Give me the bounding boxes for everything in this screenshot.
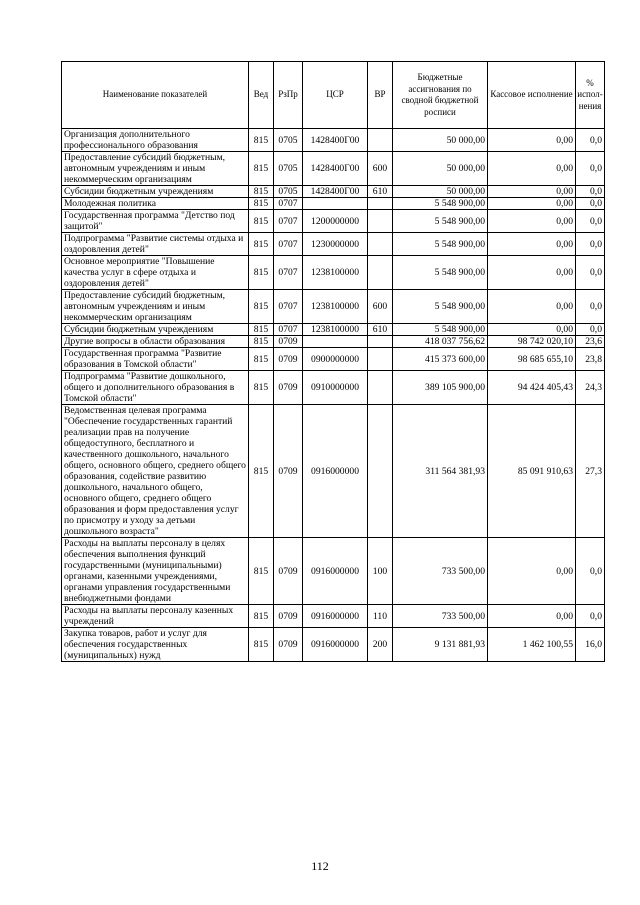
row-name: Государственная программа "Развитие образования в Томской области" (62, 348, 249, 371)
row-cash-execution: 0,00 (488, 186, 576, 198)
row-name: Другие вопросы в области образования (62, 336, 249, 348)
row-cash-execution: 94 424 405,43 (488, 371, 576, 405)
row-vr (368, 198, 393, 210)
row-assignments: 5 548 900,00 (393, 233, 488, 256)
row-execution-percent: 27,3 (576, 405, 605, 538)
row-name: Предоставление субсидий бюджетным, автономным учреждениям и иным некоммерческим организациям (62, 290, 249, 324)
row-assignments: 418 037 756,62 (393, 336, 488, 348)
table-row (62, 538, 605, 605)
table-row (62, 152, 605, 186)
table-row (62, 256, 605, 290)
row-assignments: 5 548 900,00 (393, 256, 488, 290)
row-vr: 110 (368, 605, 393, 628)
row-rzpr: 0709 (274, 371, 303, 405)
row-vr (368, 405, 393, 538)
table-row (62, 233, 605, 256)
row-ved: 815 (249, 152, 274, 186)
row-vr: 600 (368, 152, 393, 186)
row-execution-percent: 0,0 (576, 198, 605, 210)
row-vr: 610 (368, 186, 393, 198)
row-rzpr: 0709 (274, 538, 303, 605)
row-cash-execution: 0,00 (488, 256, 576, 290)
row-csr: 1238100000 (303, 324, 368, 336)
row-execution-percent: 0,0 (576, 605, 605, 628)
row-vr: 100 (368, 538, 393, 605)
row-ved: 815 (249, 129, 274, 152)
row-name: Государственная программа "Детство под защитой" (62, 210, 249, 233)
row-vr (368, 348, 393, 371)
page-number: 112 (311, 859, 329, 873)
table-row (62, 628, 605, 662)
row-rzpr: 0707 (274, 233, 303, 256)
row-assignments: 50 000,00 (393, 129, 488, 152)
header-ved: Вед (249, 62, 274, 129)
row-name: Ведомственная целевая программа "Обеспечение государственных гарантий реализации прав на получение общедоступного, бесплатного и качественного дошкольного, начального общего, основного общего, среднего общего образования, содействие развитию дошкольного, начального общего, основного общего, среднего общего образования и форм предоставления услуг по присмотру и уходу за детьми дошкольного возраста" (62, 405, 249, 538)
row-assignments: 733 500,00 (393, 605, 488, 628)
row-name: Предоставление субсидий бюджетным, автономным учреждениям и иным некоммерческим организациям (62, 152, 249, 186)
row-assignments: 5 548 900,00 (393, 210, 488, 233)
row-ved: 815 (249, 371, 274, 405)
row-rzpr: 0709 (274, 628, 303, 662)
row-execution-percent: 0,0 (576, 290, 605, 324)
table-row (62, 371, 605, 405)
row-cash-execution: 85 091 910,63 (488, 405, 576, 538)
row-execution-percent: 0,0 (576, 210, 605, 233)
row-name: Молодежная политика (62, 198, 249, 210)
row-rzpr: 0709 (274, 348, 303, 371)
row-execution-percent: 0,0 (576, 152, 605, 186)
header-execution-percent: % испол-нения (576, 62, 605, 129)
table-row (62, 324, 605, 336)
row-rzpr: 0707 (274, 210, 303, 233)
row-ved: 815 (249, 186, 274, 198)
row-vr: 610 (368, 324, 393, 336)
row-csr: 1230000000 (303, 233, 368, 256)
row-csr: 0916000000 (303, 538, 368, 605)
row-ved: 815 (249, 210, 274, 233)
row-name: Подпрограмма "Развитие дошкольного, общего и дополнительного образования в Томской области" (62, 371, 249, 405)
row-vr: 200 (368, 628, 393, 662)
row-assignments: 5 548 900,00 (393, 198, 488, 210)
row-csr: 1238100000 (303, 256, 368, 290)
header-name: Наименование показателей (62, 62, 249, 129)
row-ved: 815 (249, 336, 274, 348)
row-ved: 815 (249, 256, 274, 290)
header-assignments: Бюджетные ассигнования по сводной бюджетной росписи (393, 62, 488, 129)
table-row (62, 129, 605, 152)
row-cash-execution: 0,00 (488, 605, 576, 628)
row-ved: 815 (249, 290, 274, 324)
row-ved: 815 (249, 233, 274, 256)
row-vr (368, 233, 393, 256)
row-cash-execution: 0,00 (488, 210, 576, 233)
table-header-row (62, 62, 605, 129)
row-assignments: 733 500,00 (393, 538, 488, 605)
row-rzpr: 0707 (274, 324, 303, 336)
row-name: Организация дополнительного профессионального образования (62, 129, 249, 152)
row-execution-percent: 0,0 (576, 256, 605, 290)
row-execution-percent: 0,0 (576, 186, 605, 198)
row-ved: 815 (249, 324, 274, 336)
row-rzpr: 0707 (274, 198, 303, 210)
row-execution-percent: 16,0 (576, 628, 605, 662)
row-rzpr: 0705 (274, 152, 303, 186)
row-cash-execution: 0,00 (488, 324, 576, 336)
row-execution-percent: 0,0 (576, 233, 605, 256)
row-name: Субсидии бюджетным учреждениям (62, 324, 249, 336)
row-rzpr: 0709 (274, 405, 303, 538)
row-ved: 815 (249, 405, 274, 538)
table-row (62, 336, 605, 348)
table-row (62, 198, 605, 210)
row-assignments: 50 000,00 (393, 186, 488, 198)
row-name: Основное мероприятие "Повышение качества услуг в сфере отдыха и оздоровления детей" (62, 256, 249, 290)
row-cash-execution: 0,00 (488, 129, 576, 152)
table-row (62, 210, 605, 233)
row-assignments: 5 548 900,00 (393, 290, 488, 324)
row-assignments: 415 373 600,00 (393, 348, 488, 371)
budget-sheet (61, 61, 604, 662)
row-cash-execution: 1 462 100,55 (488, 628, 576, 662)
row-rzpr: 0705 (274, 186, 303, 198)
row-name: Подпрограмма "Развитие системы отдыха и оздоровления детей" (62, 233, 249, 256)
row-csr: 1428400Г00 (303, 186, 368, 198)
table-row (62, 348, 605, 371)
row-csr: 1428400Г00 (303, 152, 368, 186)
row-cash-execution: 0,00 (488, 290, 576, 324)
row-execution-percent: 23,8 (576, 348, 605, 371)
row-assignments: 5 548 900,00 (393, 324, 488, 336)
table-row (62, 605, 605, 628)
row-rzpr: 0709 (274, 336, 303, 348)
row-csr: 0900000000 (303, 348, 368, 371)
row-execution-percent: 23,6 (576, 336, 605, 348)
header-csr: ЦСР (303, 62, 368, 129)
header-cash-execution: Кассовое исполнение (488, 62, 576, 129)
row-vr: 600 (368, 290, 393, 324)
row-csr: 0916000000 (303, 605, 368, 628)
row-name: Расходы на выплаты персоналу казенных учреждений (62, 605, 249, 628)
row-cash-execution: 0,00 (488, 233, 576, 256)
row-vr (368, 336, 393, 348)
row-assignments: 389 105 900,00 (393, 371, 488, 405)
row-vr (368, 129, 393, 152)
table-row (62, 405, 605, 538)
row-csr (303, 198, 368, 210)
row-assignments: 50 000,00 (393, 152, 488, 186)
row-rzpr: 0707 (274, 256, 303, 290)
row-name: Расходы на выплаты персоналу в целях обеспечения выполнения функций государственными (муниципальными) органами, казенными учреждениями, органами управления государственными внебюджетными фондами (62, 538, 249, 605)
row-rzpr: 0709 (274, 605, 303, 628)
row-cash-execution: 0,00 (488, 538, 576, 605)
row-csr: 0916000000 (303, 628, 368, 662)
row-name: Закупка товаров, работ и услуг для обеспечения государственных (муниципальных) нужд (62, 628, 249, 662)
row-csr: 1428400Г00 (303, 129, 368, 152)
row-ved: 815 (249, 538, 274, 605)
table-row (62, 290, 605, 324)
row-csr: 0910000000 (303, 371, 368, 405)
row-csr: 0916000000 (303, 405, 368, 538)
row-execution-percent: 0,0 (576, 129, 605, 152)
row-ved: 815 (249, 348, 274, 371)
row-ved: 815 (249, 605, 274, 628)
budget-table (61, 61, 605, 662)
row-vr (368, 210, 393, 233)
row-vr (368, 371, 393, 405)
row-name: Субсидии бюджетным учреждениям (62, 186, 249, 198)
row-cash-execution: 98 742 020,10 (488, 336, 576, 348)
header-vr: ВР (368, 62, 393, 129)
row-csr: 1238100000 (303, 290, 368, 324)
row-rzpr: 0705 (274, 129, 303, 152)
row-vr (368, 256, 393, 290)
row-assignments: 311 564 381,93 (393, 405, 488, 538)
row-cash-execution: 98 685 655,10 (488, 348, 576, 371)
row-cash-execution: 0,00 (488, 152, 576, 186)
row-ved: 815 (249, 198, 274, 210)
row-execution-percent: 24,3 (576, 371, 605, 405)
row-ved: 815 (249, 628, 274, 662)
row-assignments: 9 131 881,93 (393, 628, 488, 662)
row-execution-percent: 0,0 (576, 538, 605, 605)
row-csr (303, 336, 368, 348)
header-rzpr: РзПр (274, 62, 303, 129)
row-cash-execution: 0,00 (488, 198, 576, 210)
row-execution-percent: 0,0 (576, 324, 605, 336)
table-row (62, 186, 605, 198)
row-rzpr: 0707 (274, 290, 303, 324)
row-csr: 1200000000 (303, 210, 368, 233)
